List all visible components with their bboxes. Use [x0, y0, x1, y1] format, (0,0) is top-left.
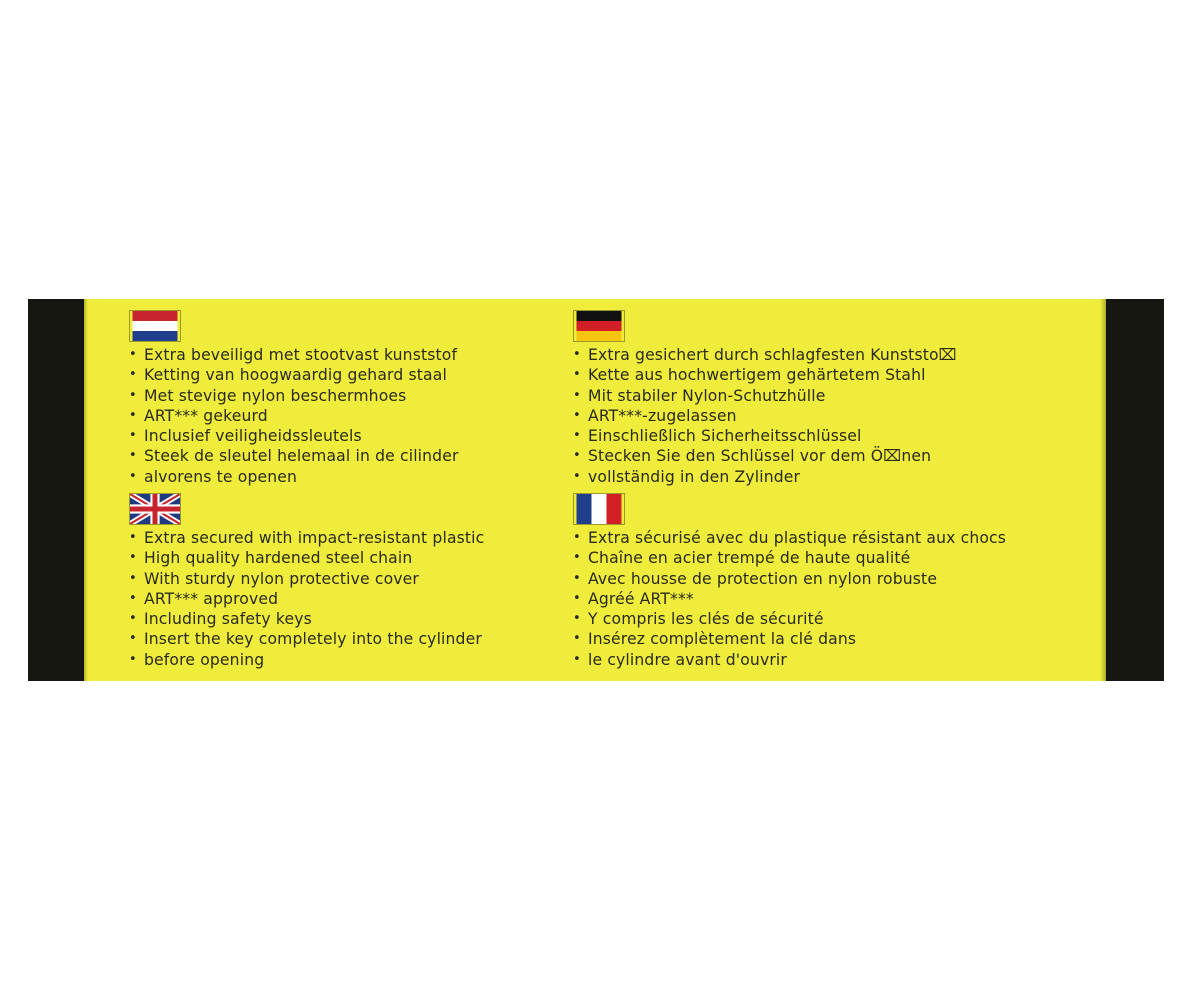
list-item: • alvorens te openen [128, 467, 459, 487]
list-item: • Insérez complètement la clé dans [572, 629, 1006, 649]
list-item: • before opening [128, 650, 484, 670]
list-item: • High quality hardened steel chain [128, 548, 484, 568]
list-item: • Chaîne en acier trempé de haute qualité [572, 548, 1006, 568]
list-item: • Inclusief veiligheidssleutels [128, 426, 459, 446]
list-item: • Agréé ART*** [572, 589, 1006, 609]
list-item: • Extra secured with impact-resistant plastic [128, 528, 484, 548]
list-item: • Including safety keys [128, 609, 484, 629]
list-item: • Extra beveiligd met stootvast kunststof [128, 345, 459, 365]
section-french [572, 494, 1006, 670]
list-item: • Y compris les clés de sécurité [572, 609, 1006, 629]
list-item: • ART*** approved [128, 589, 484, 609]
list-item: • Einschließlich Sicherheitsschlüssel [572, 426, 957, 446]
section-english [128, 494, 484, 670]
feature-list-french [572, 528, 1006, 670]
germany-flag-icon [574, 311, 624, 341]
list-item: • ART***-zugelassen [572, 406, 957, 426]
list-item: • Kette aus hochwertigem gehärtetem Stahl [572, 365, 957, 385]
list-item: • Steek de sleutel helemaal in de cilinder [128, 446, 459, 466]
list-item: • ART*** gekeurd [128, 406, 459, 426]
section-dutch [128, 311, 459, 487]
label-left-edge-shadow [82, 299, 88, 681]
section-german [572, 311, 957, 487]
united-kingdom-flag-icon [130, 494, 180, 524]
list-item: • Stecken Sie den Schlüssel vor dem Ö⌧nen [572, 446, 957, 466]
feature-list-english [128, 528, 484, 670]
list-item: • Extra gesichert durch schlagfesten Kunststo⌧ [572, 345, 957, 365]
feature-list-dutch [128, 345, 459, 487]
netherlands-flag-icon [130, 311, 180, 341]
list-item: • Extra sécurisé avec du plastique résistant aux chocs [572, 528, 1006, 548]
list-item: • With sturdy nylon protective cover [128, 569, 484, 589]
feature-list-german [572, 345, 957, 487]
list-item: • Avec housse de protection en nylon robuste [572, 569, 1006, 589]
label-right-edge-shadow [1100, 299, 1108, 681]
list-item: • Ketting van hoogwaardig gehard staal [128, 365, 459, 385]
list-item: • Insert the key completely into the cylinder [128, 629, 484, 649]
list-item: • Mit stabiler Nylon-Schutzhülle [572, 386, 957, 406]
list-item: • Met stevige nylon beschermhoes [128, 386, 459, 406]
france-flag-icon [574, 494, 624, 524]
list-item: • vollständig in den Zylinder [572, 467, 957, 487]
list-item: • le cylindre avant d'ouvrir [572, 650, 1006, 670]
